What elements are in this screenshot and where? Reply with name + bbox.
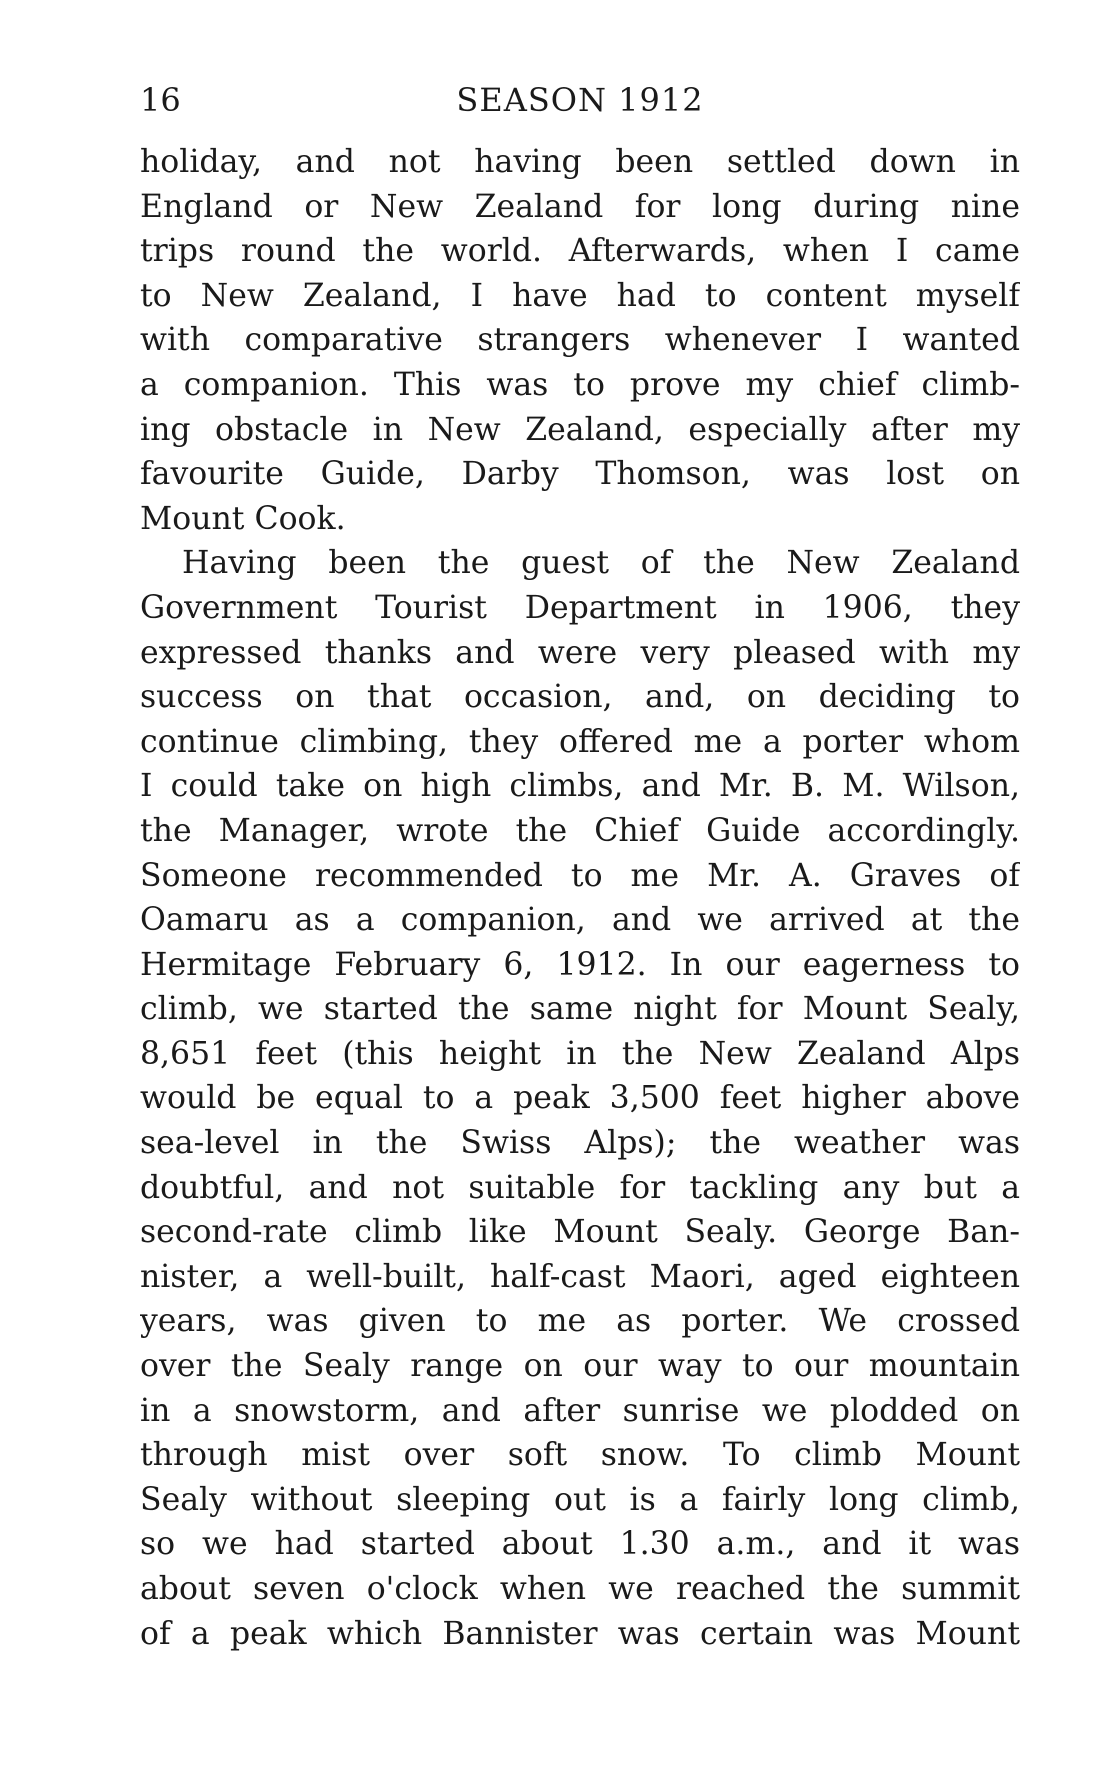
body-text [140, 140, 1020, 1656]
text-line: Someone recommended to me Mr. A. Graves of [140, 857, 1020, 894]
text-line: continue climbing, they offered me a porter whom [140, 723, 1020, 760]
text-line: the Manager, wrote the Chief Guide accordingly. [140, 812, 1020, 849]
text-line: nister, a well-built, half-cast Maori, aged eighteen [140, 1258, 1020, 1295]
text-line: climb, we started the same night for Mount Sealy, [140, 991, 1020, 1028]
text-line: second-rate climb like Mount Sealy. George Ban- [140, 1214, 1020, 1251]
text-line: Hermitage February 6, 1912. In our eagerness to [140, 946, 1020, 983]
text-line: Sealy without sleeping out is a fairly long climb, [140, 1481, 1020, 1518]
text-line: Oamaru as a companion, and we arrived at the [140, 902, 1020, 939]
text-line: to New Zealand, I have had to content myself [140, 277, 1020, 314]
text-line: through mist over soft snow. To climb Mount [140, 1437, 1020, 1474]
text-line: over the Sealy range on our way to our mountain [140, 1348, 1020, 1385]
text-line: trips round the world. Afterwards, when I came [140, 233, 1020, 270]
text-line: sea-level in the Swiss Alps); the weather was [140, 1125, 1020, 1162]
text-line: with comparative strangers whenever I wanted [140, 322, 1020, 359]
text-line: years, was given to me as porter. We crossed [140, 1303, 1020, 1340]
text-line: about seven o'clock when we reached the summit [140, 1571, 1020, 1607]
paragraph-start-line: Having been the guest of the New Zealand [182, 545, 1020, 582]
text-line: I could take on high climbs, and Mr. B. M. Wilson, [140, 768, 1020, 805]
running-head [140, 78, 1020, 122]
text-line: in a snowstorm, and after sunrise we plodded on [140, 1392, 1020, 1429]
running-title: SEASON 1912 [456, 81, 704, 119]
text-line: expressed thanks and were very pleased with my [140, 634, 1020, 671]
text-line: doubtful, and not suitable for tackling any but a [140, 1169, 1020, 1206]
text-line: success on that occasion, and, on deciding to [140, 679, 1020, 716]
text-line: Government Tourist Department in 1906, they [140, 589, 1020, 626]
paragraph-end-line: Mount Cook. [140, 500, 346, 537]
text-line: 8,651 feet (this height in the New Zealand Alps [140, 1035, 1020, 1072]
text-line: of a peak which Bannister was certain was Mount [140, 1615, 1020, 1652]
text-line: England or New Zealand for long during nine [140, 188, 1020, 225]
page-number: 16 [140, 81, 181, 119]
text-line: would be equal to a peak 3,500 feet higher above [140, 1080, 1020, 1117]
text-line: holiday, and not having been settled down in [140, 144, 1020, 180]
text-line: favourite Guide, Darby Thomson, was lost on [140, 456, 1020, 493]
text-line: a companion. This was to prove my chief climb- [140, 366, 1020, 403]
text-line: so we had started about 1.30 a.m., and it was [140, 1526, 1020, 1563]
text-line: ing obstacle in New Zealand, especially after my [140, 411, 1020, 448]
